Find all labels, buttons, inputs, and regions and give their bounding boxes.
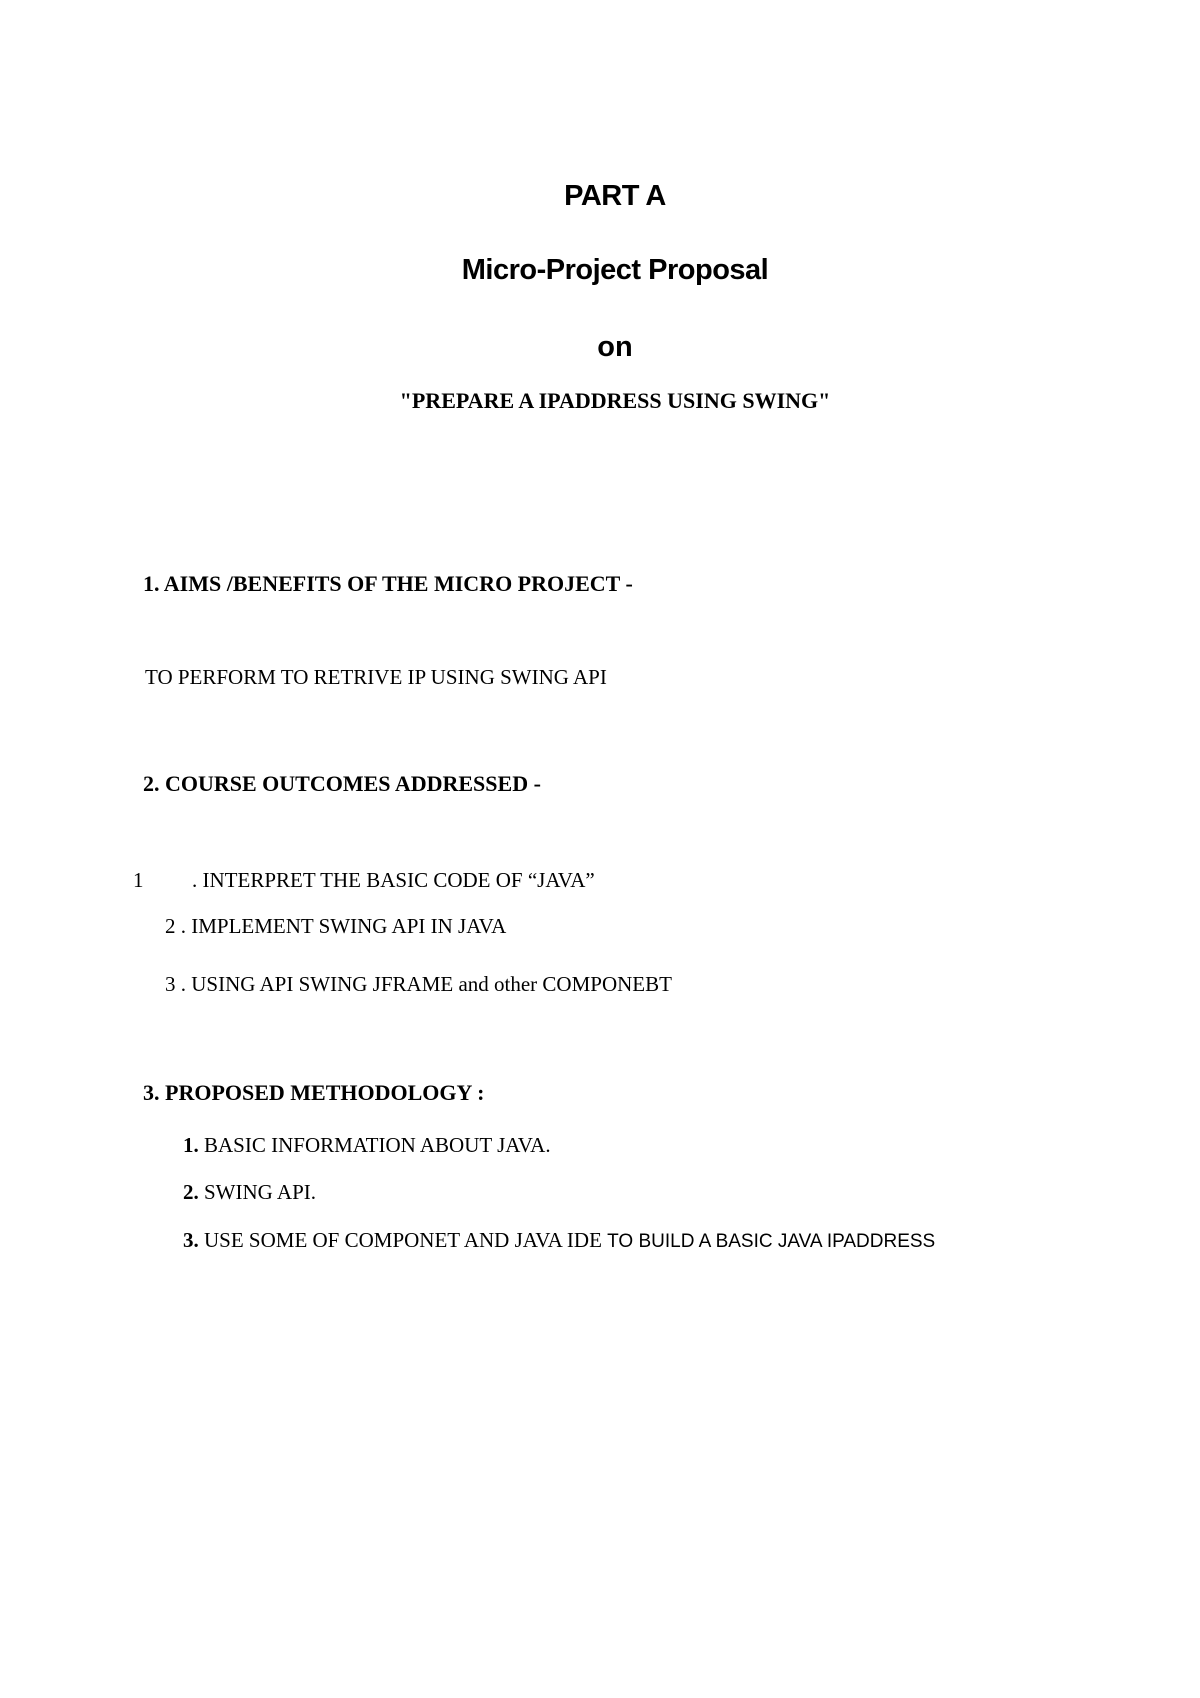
section-heading-outcomes: 2. COURSE OUTCOMES ADDRESSED - xyxy=(143,771,541,796)
title-connector: on xyxy=(597,331,633,363)
section-heading-aims: 1. AIMS /BENEFITS OF THE MICRO PROJECT - xyxy=(143,571,633,596)
document-subtitle: Micro-Project Proposal xyxy=(461,254,769,286)
methodology-item-text: BASIC INFORMATION ABOUT JAVA. xyxy=(204,1133,551,1157)
methodology-item-text: USE SOME OF COMPONET AND JAVA IDE xyxy=(204,1228,602,1252)
project-topic: "PREPARE A IPADDRESS USING SWING" xyxy=(399,388,831,413)
part-label: PART A xyxy=(564,180,666,212)
outcome-item-text: 2 . IMPLEMENT SWING API IN JAVA xyxy=(165,914,507,938)
aims-text: TO PERFORM TO RETRIVE IP USING SWING API xyxy=(145,665,607,689)
outcome-item-text: . INTERPRET THE BASIC CODE OF “JAVA” xyxy=(192,868,595,892)
outcome-item-number: 1 xyxy=(133,868,144,892)
methodology-item-number: 3. xyxy=(183,1228,199,1252)
methodology-item xyxy=(183,1230,935,1251)
methodology-item xyxy=(183,1182,316,1203)
methodology-item-number: 2. xyxy=(183,1180,199,1204)
methodology-item-number: 1. xyxy=(183,1133,199,1157)
methodology-item xyxy=(183,1135,551,1156)
methodology-item-text-tail: TO BUILD A BASIC JAVA IPADDRESS xyxy=(607,1231,936,1252)
methodology-item-text: SWING API. xyxy=(204,1180,317,1204)
outcome-item-text: 3 . USING API SWING JFRAME and other COMPONEBT xyxy=(165,972,672,996)
section-heading-methodology: 3. PROPOSED METHODOLOGY : xyxy=(143,1080,485,1105)
